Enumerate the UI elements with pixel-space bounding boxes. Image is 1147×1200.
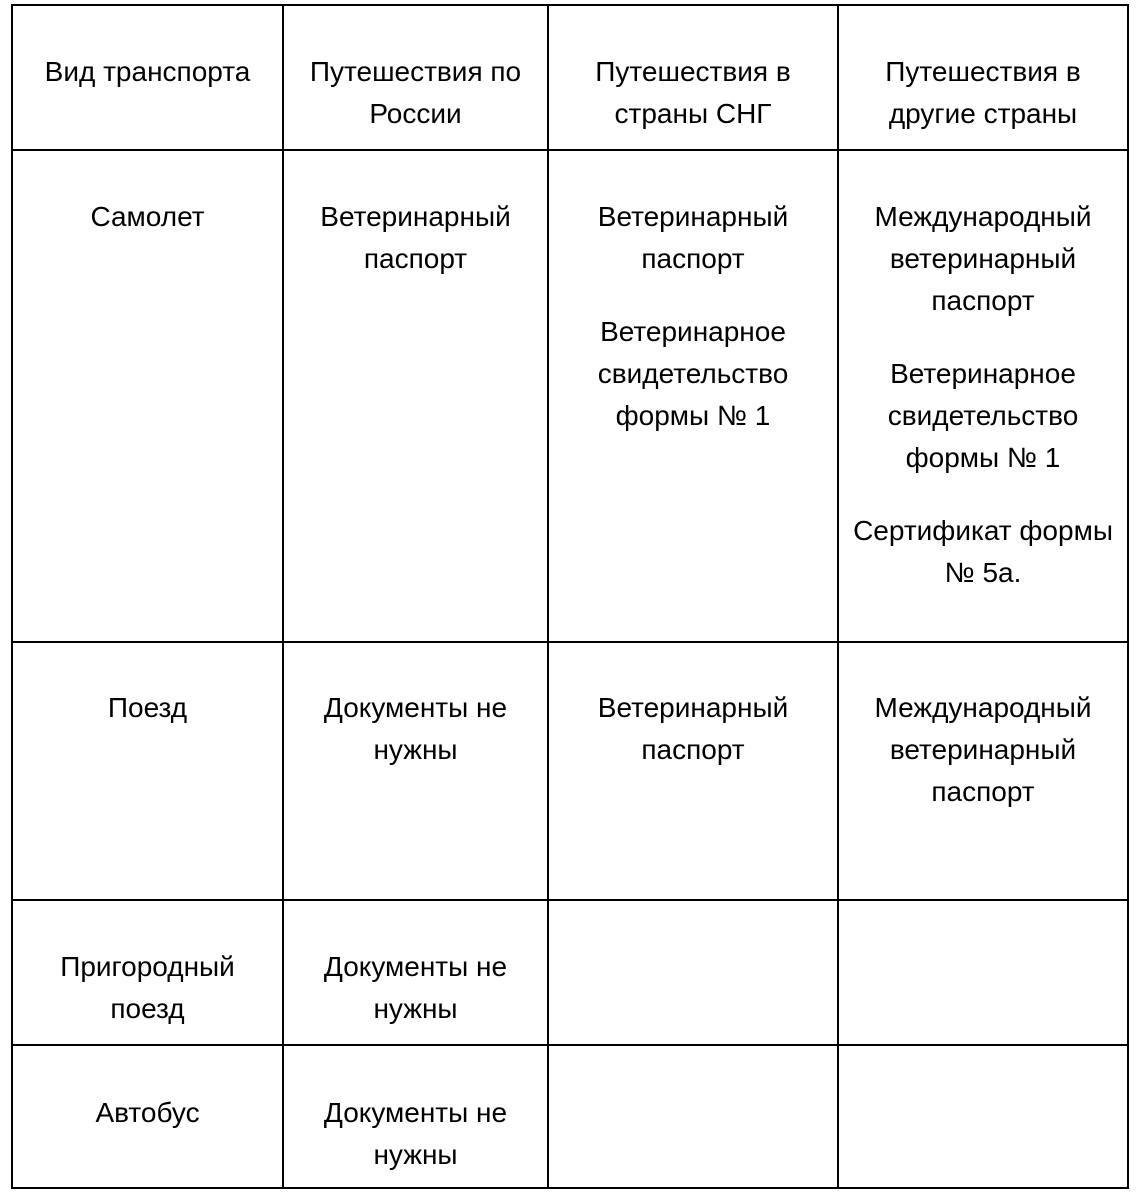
cell-cis [548,900,838,1045]
cell-text: Документы не нужны [323,1097,508,1170]
cell-text: Ветеринарный паспорт [597,692,789,765]
table-row-suburban-train [12,900,1128,1045]
table-header [12,5,1128,150]
cell-text: Документы не нужны [323,692,508,765]
header-travel-other: Путешествия в другие страны [838,5,1128,150]
pet-documents-table [11,4,1129,1189]
cell-text: Ветеринарный паспорт [597,201,789,274]
header-travel-russia: Путешествия по России [283,5,548,150]
cell-other [838,1045,1128,1188]
cell-russia [283,900,548,1045]
cell-transport: Поезд [12,642,283,900]
cell-text: Ветеринарное свидетельство формы № 1 [597,316,789,431]
cell-other [838,642,1128,900]
cell-text: Сертификат формы № 5а. [853,515,1113,588]
cell-text: Документы не нужны [323,951,508,1024]
cell-russia [283,642,548,900]
table-row-plane [12,150,1128,642]
cell-text: Ветеринарный паспорт [320,201,511,274]
cell-russia [283,1045,548,1188]
cell-cis [548,642,838,900]
header-travel-cis: Путешествия в страны СНГ [548,5,838,150]
table-row-bus [12,1045,1128,1188]
cell-cis [548,1045,838,1188]
header-transport-type: Вид транспорта [12,5,283,150]
cell-text: Международный ветеринарный паспорт [874,692,1092,807]
table-body [12,150,1128,1188]
header-row [12,5,1128,150]
cell-other [838,150,1128,642]
table-row-train [12,642,1128,900]
cell-text: Международный ветеринарный паспорт [874,201,1092,316]
cell-transport: Автобус [12,1045,283,1188]
cell-other [838,900,1128,1045]
cell-transport: Пригородный поезд [12,900,283,1045]
cell-russia [283,150,548,642]
cell-transport: Самолет [12,150,283,642]
cell-cis [548,150,838,642]
cell-text: Ветеринарное свидетельство формы № 1 [887,358,1079,473]
